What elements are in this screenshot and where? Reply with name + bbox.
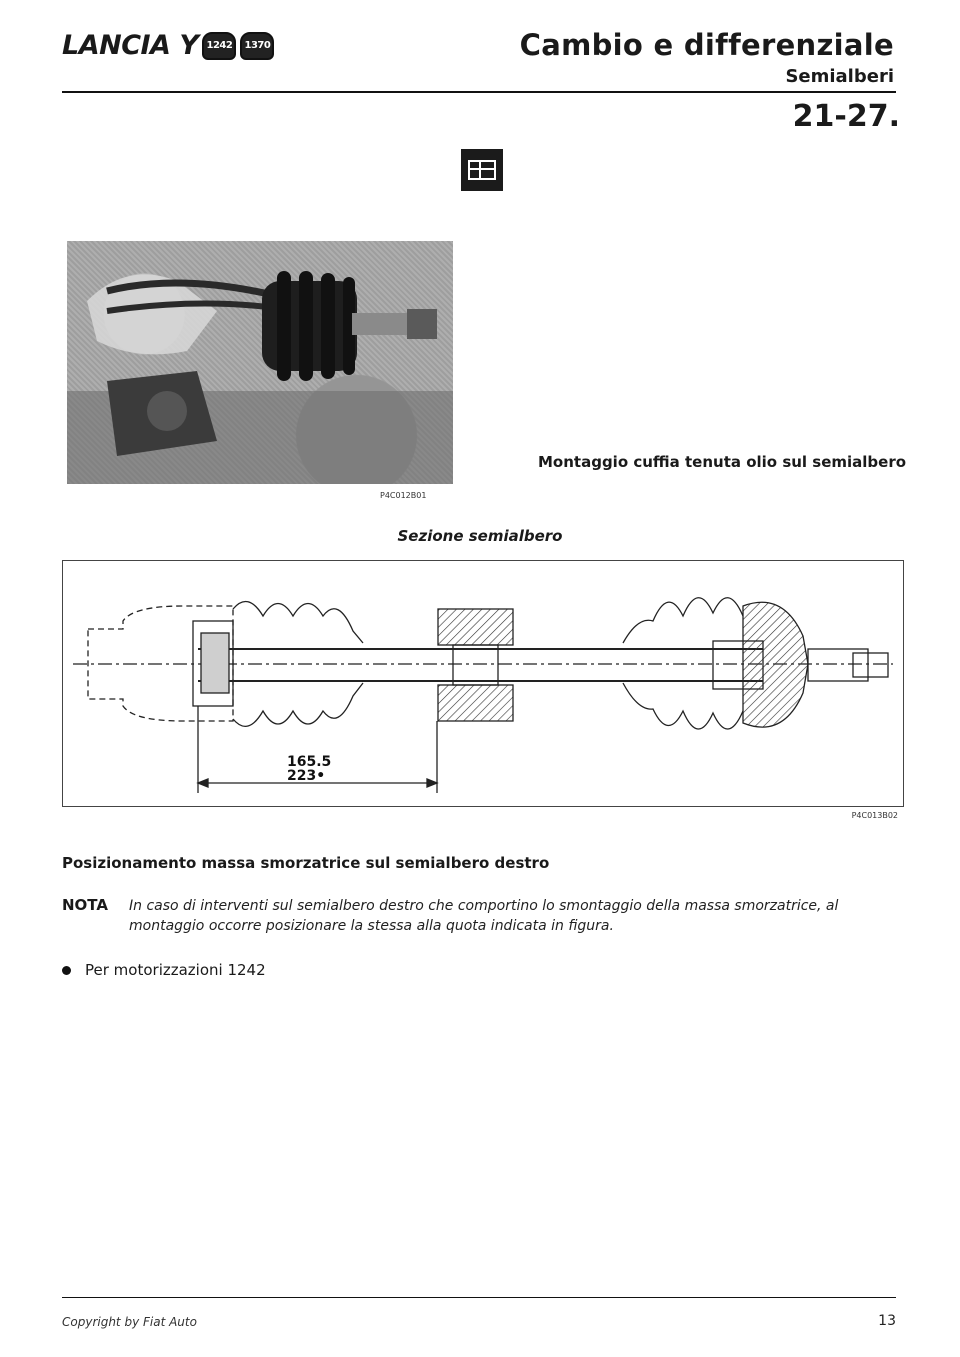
photo-illustration (67, 241, 453, 484)
bullet-text: Per motorizzazioni 1242 (85, 961, 266, 979)
halfshaft-drawing (63, 561, 903, 806)
dimension-165: 165.5 (287, 754, 332, 770)
note-text: In caso di interventi sul semialbero destro che comportino lo smontaggio della massa smorzatrice, al montaggio occorre posizionare la stessa alla quota indicata in figura. (129, 898, 839, 934)
photo-boot-assembly (67, 241, 453, 484)
procedure-icon (461, 149, 503, 191)
section-title: Cambio e differenziale (519, 28, 894, 62)
engine-bullet (62, 961, 266, 979)
brand-logo (62, 30, 274, 61)
bullet-icon (62, 966, 71, 975)
header-divider (62, 91, 896, 93)
dimension-223: 223• (287, 768, 326, 784)
footer-divider (62, 1297, 896, 1298)
diagram-title: Sezione semialbero (397, 527, 563, 545)
halfshaft-section-diagram (62, 560, 904, 807)
copyright: Copyright by Fiat Auto (62, 1315, 197, 1329)
page-code: 21-27. (792, 99, 900, 134)
engine-badge-1242: 1242 (202, 32, 236, 60)
page-number: 13 (878, 1313, 896, 1329)
damper-caption: Posizionamento massa smorzatrice sul semialbero destro (62, 854, 550, 872)
photo-code: P4C012B01 (380, 491, 427, 500)
brand-name: LANCIA Y (62, 30, 199, 61)
diagram-code: P4C013B02 (851, 811, 898, 820)
subsection-title: Semialberi (785, 66, 894, 87)
photo-caption: Montaggio cuffia tenuta olio sul semialbero (538, 453, 907, 471)
engine-badge-1370: 1370 (240, 32, 274, 60)
note-label: NOTA (62, 896, 108, 914)
